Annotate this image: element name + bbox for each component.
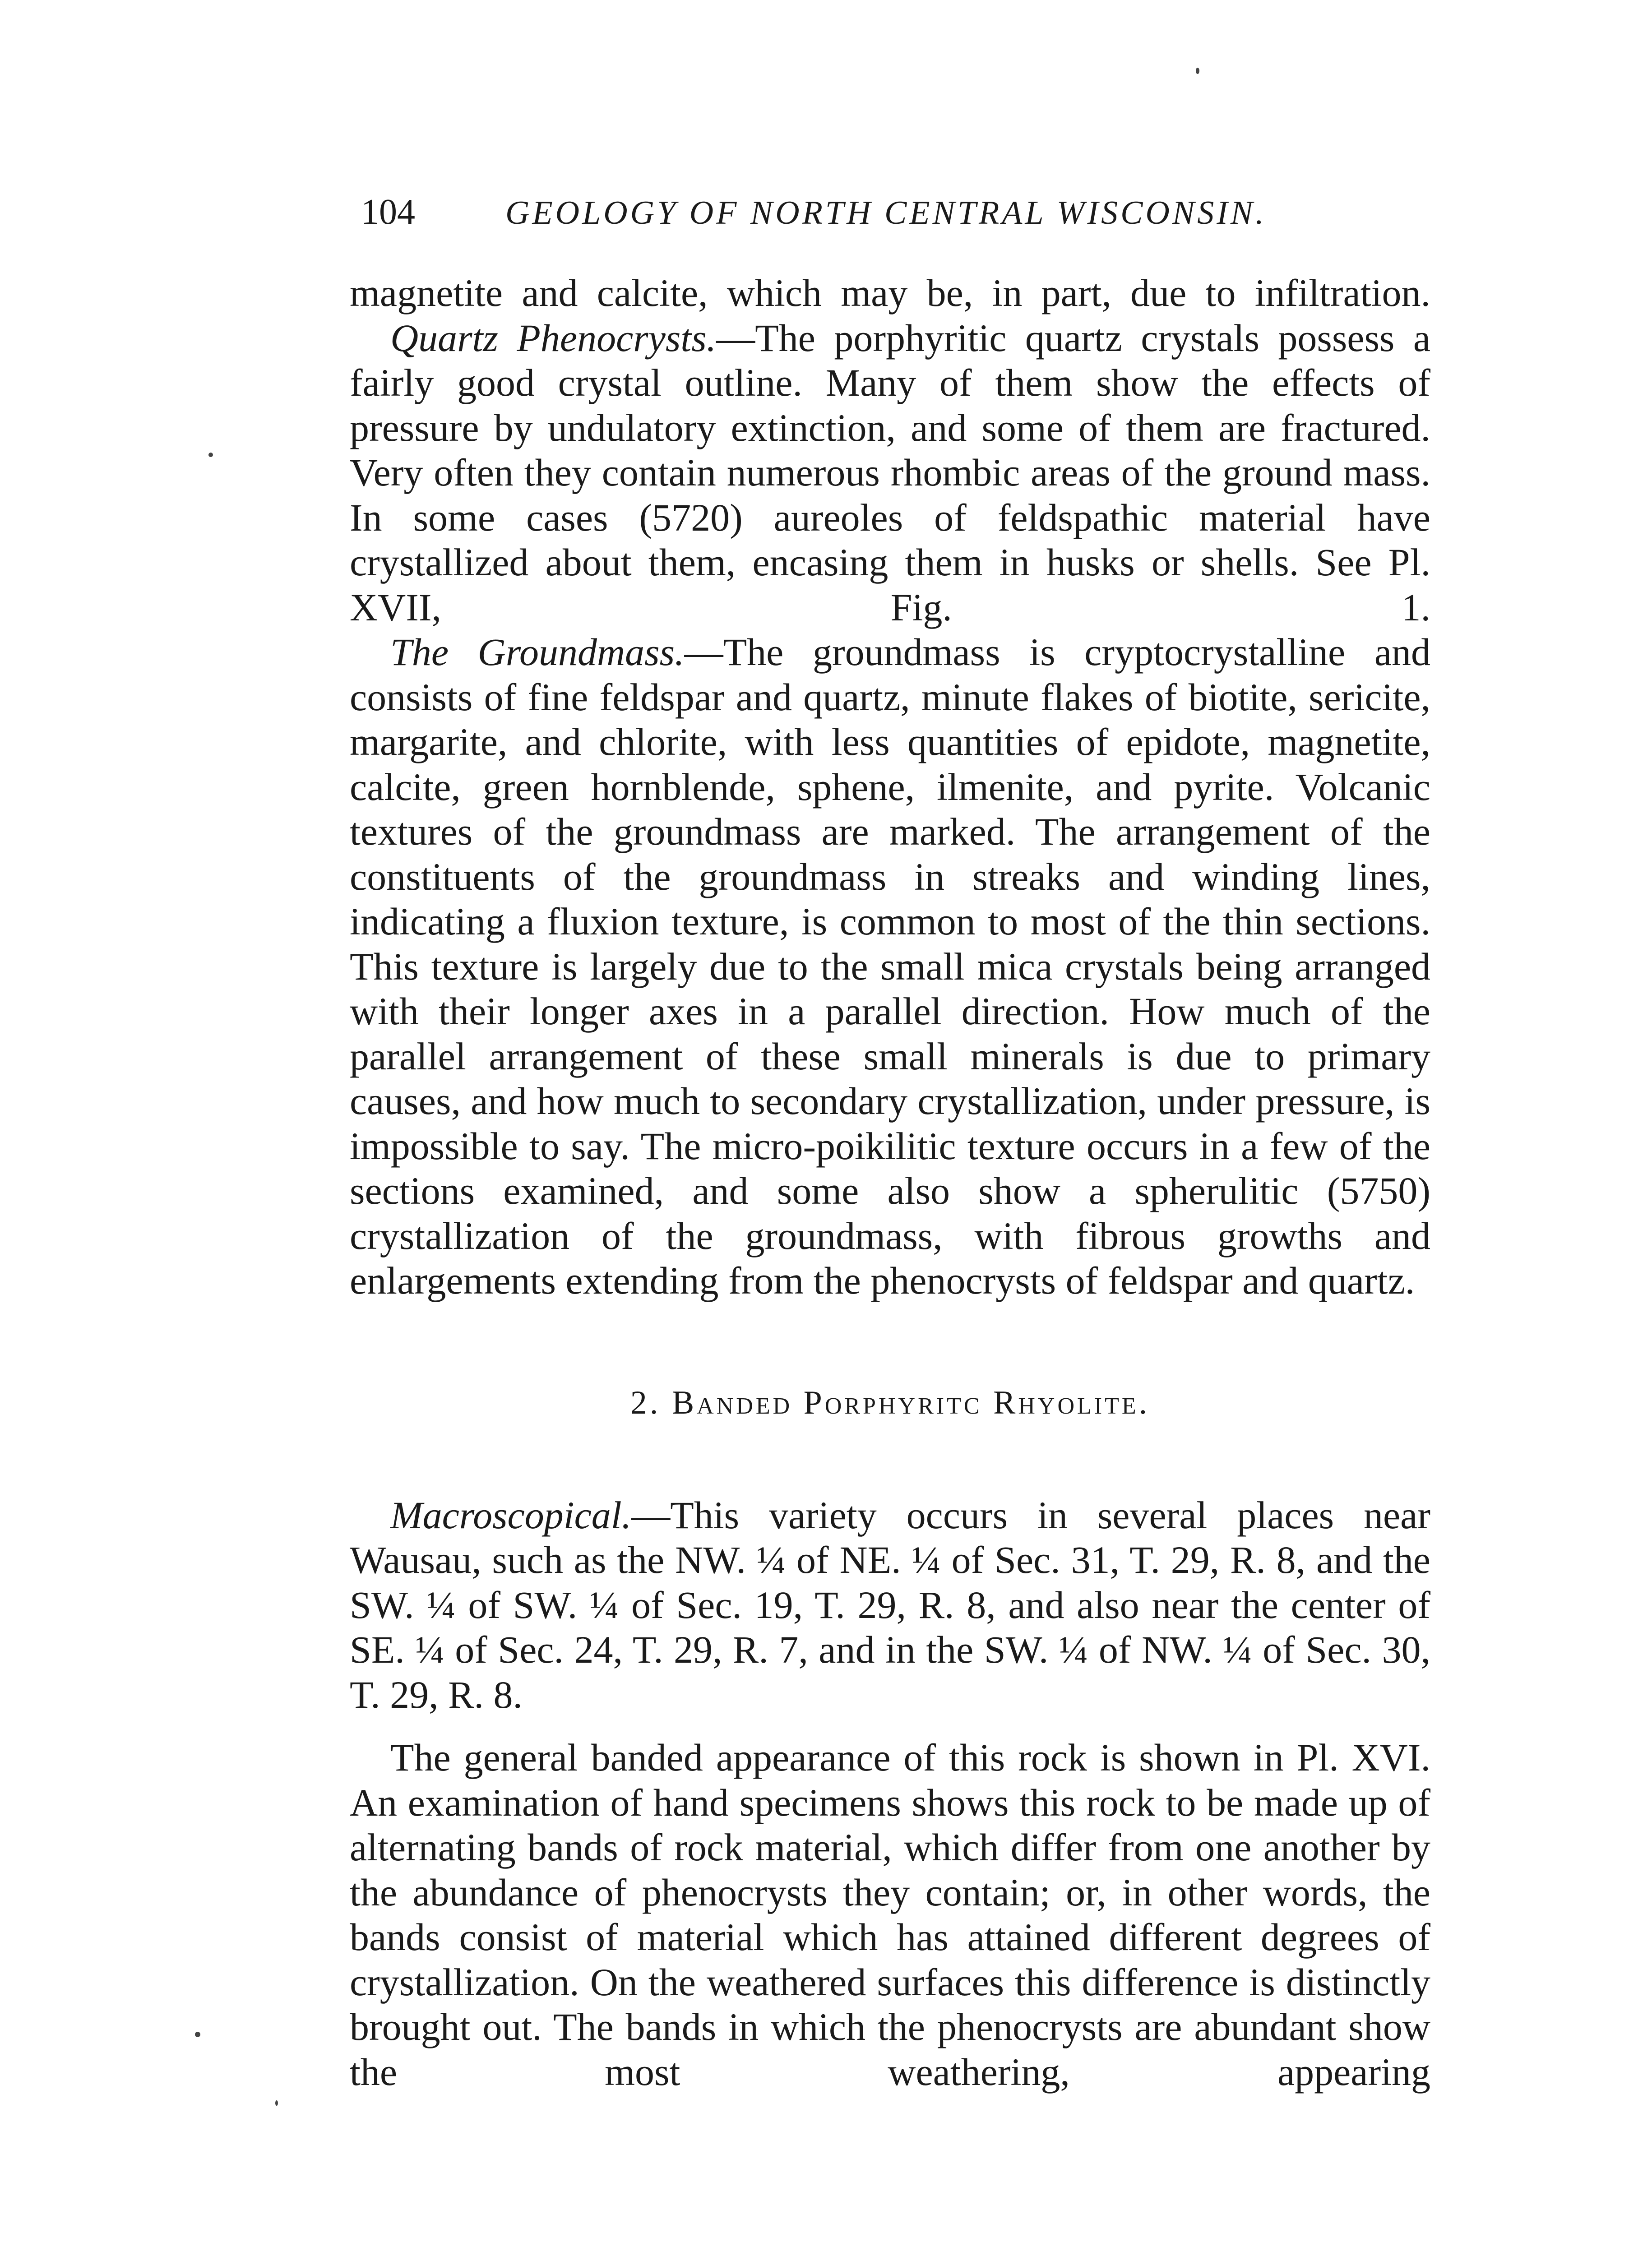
groundmass-text: —The groundmass is cryptocrystalline and consists of fine feldspar and quartz, minute flakes of biotite, sericite, margarite, and chlorite, with less quantities of epidote, magnetite, calcite, green hornblende, sphene, ilmenite, and pyrite. Volcanic textures of the groundmass are marked. The arrangement of the constituents of the groundmass in streaks and winding lines, indicating a fluxion texture, is common to most of the thin sections. This texture is largely due to the small mica crystals being arranged with their longer axes in a parallel direction. How much of the parallel arrangement of these small minerals is due to primary causes, and how much to secondary crystallization, under pressure, is impossible to say. The micro-poikilitic texture occurs in a few of the sections examined, and some also show a spherulitic (5750) crystallization of the groundmass, with fibrous growths and enlargements extending from the phenocrysts of feldspar and quartz. [350,630,1430,1302]
body-text [350,271,1430,2094]
scan-speck [1196,68,1199,74]
scan-speck [208,453,213,457]
macroscopical-paragraph [350,1493,1430,1718]
quartz-phenocrysts-paragraph [350,316,1430,630]
macroscopical-heading: Macroscopical. [390,1493,632,1537]
quartz-phenocrysts-heading: Quartz Phenocrysts. [390,316,717,360]
groundmass-heading: The Groundmass. [390,630,685,674]
quartz-phenocrysts-text: —The porphyritic quartz crystals possess a fairly good crystal outline. Many of them show the effects of pressure by undulatory extinction, and some of them are fractured. Very often they contain numerous rhombic areas of the ground mass. In some cases (5720) aureoles of feldspathic material have crystallized about them, encasing them in husks or shells. See Pl. XVII, Fig. 1. [350,316,1431,629]
opening-fragment: magnetite and calcite, which may be, in part, due to infiltration. [350,271,1430,314]
scan-speck [195,2032,200,2037]
page-number: 104 [361,192,415,232]
scan-speck [275,2100,278,2106]
page-header [361,190,1345,239]
section-heading: 2. Banded Porphyritc Rhyolite. [630,1384,1150,1421]
groundmass-paragraph [350,630,1430,1304]
macroscopical-text: —This variety occurs in several places near Wausau, such as the NW. ¼ of NE. ¼ of Sec. 31, T. 29, R. 8, and the SW. ¼ of SW. ¼ of Sec. 19, T. 29, R. 8, and also near the center of SE. ¼ of Sec. 24, T. 29, R. 7, and in the SW. ¼ of NW. ¼ of Sec. 30, T. 29, R. 8. [350,1493,1430,1716]
running-title: GEOLOGY OF NORTH CENTRAL WISCONSIN. [505,194,1267,231]
banded-appearance-paragraph: The general banded appearance of this rock is shown in Pl. XVI. An examination of hand specimens shows this rock to be made up of alternating bands of rock material, which differ from one another by the abundance of phenocrysts they contain; or, in other words, the bands consist of material which has attained different degrees of crystallization. On the weathered surfaces this difference is distinctly brought out. The bands in which the phenocrysts are abundant show the most weathering, appearing [350,1736,1430,2094]
